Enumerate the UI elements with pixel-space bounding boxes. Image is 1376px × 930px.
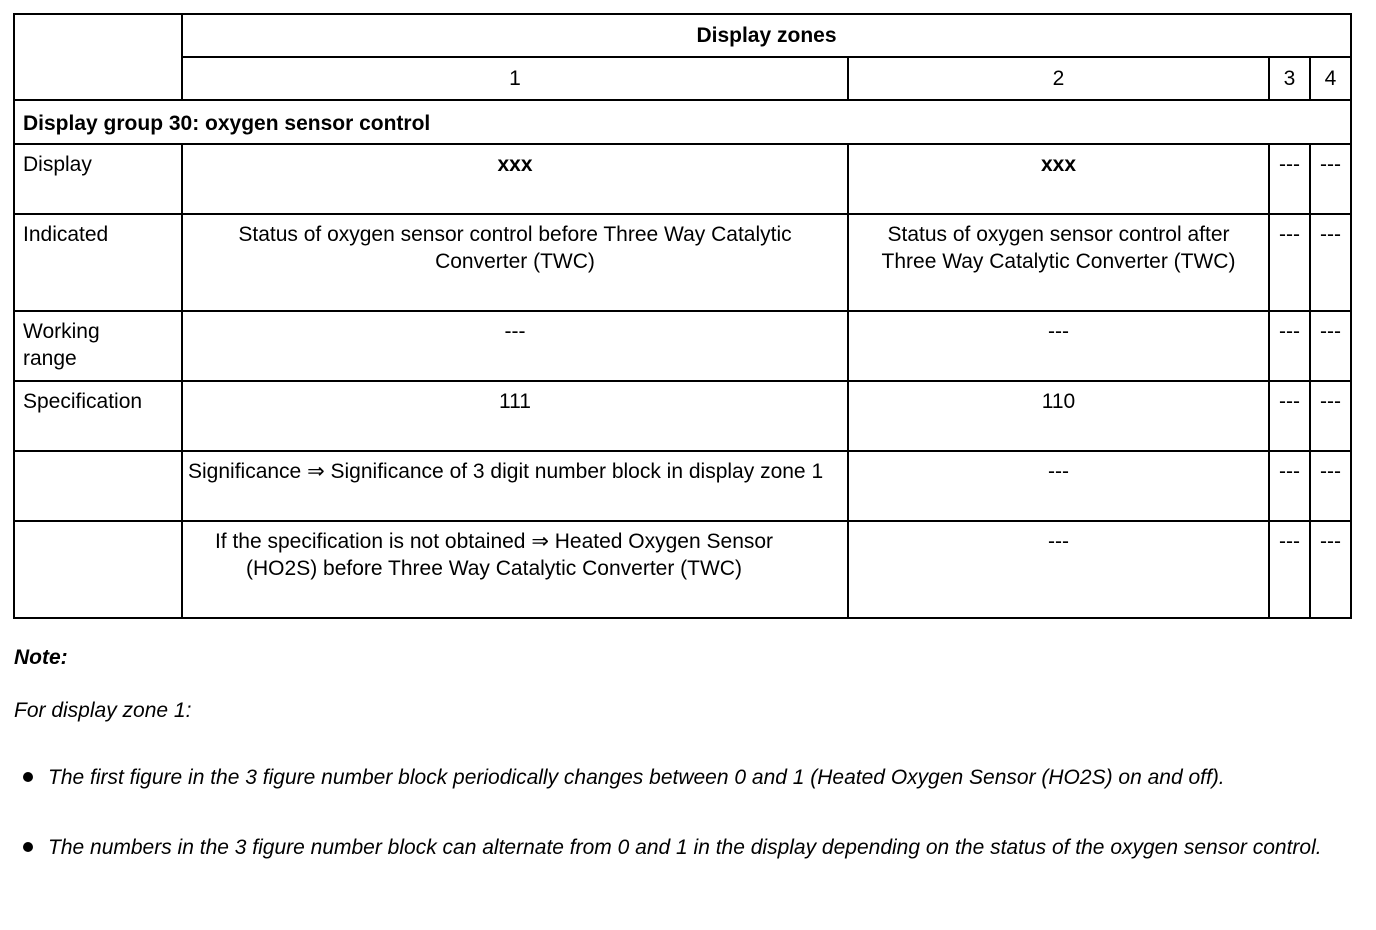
note-title: Note: [14, 646, 68, 669]
zone-4-value: --- [1310, 144, 1351, 214]
zone-1-value: Significance ⇒ Significance of 3 digit number block in display zone 1 [182, 451, 848, 521]
row-label [14, 521, 182, 618]
group-title-row [14, 100, 1351, 144]
bullet-text: The first figure in the 3 figure number block periodically changes between 0 and 1 (Heated Oxygen Sensor (HO2S) on and off). [48, 766, 1225, 789]
zone-3-value: --- [1269, 381, 1310, 451]
table-row [14, 521, 1351, 618]
header-row-zones [14, 14, 1351, 57]
display-group-table [13, 13, 1352, 619]
zone-3-value: --- [1269, 144, 1310, 214]
row-label: Specification [14, 381, 182, 451]
list-item [20, 834, 1350, 861]
display-zones-header: Display zones [182, 14, 1351, 57]
zone-2-header: 2 [848, 57, 1269, 100]
zone-2-value: 110 [848, 381, 1269, 451]
zone-2-value: --- [848, 451, 1269, 521]
zone-1-value: --- [182, 311, 848, 381]
zone-4-value: --- [1310, 521, 1351, 618]
zone-4-header: 4 [1310, 57, 1351, 100]
zone-4-value: --- [1310, 381, 1351, 451]
zone-2-value: xxx [848, 144, 1269, 214]
zone-1-value: xxx [182, 144, 848, 214]
bullet-icon [23, 772, 33, 782]
table-row [14, 144, 1351, 214]
zone-1-value: 111 [182, 381, 848, 451]
note-subtitle: For display zone 1: [14, 699, 192, 722]
row-label: Working range [14, 311, 182, 381]
zone-3-value: --- [1269, 311, 1310, 381]
zone-2-value: Status of oxygen sensor control after Three Way Catalytic Converter (TWC) [848, 214, 1269, 311]
zone-1-value: If the specification is not obtained ⇒ Heated Oxygen Sensor (HO2S) before Three Way Catalytic Converter (TWC) [182, 521, 848, 618]
zone-2-value: --- [848, 521, 1269, 618]
table-row [14, 311, 1351, 381]
zone-4-value: --- [1310, 214, 1351, 311]
row-label [14, 451, 182, 521]
zone-2-value: --- [848, 311, 1269, 381]
list-item [20, 764, 1350, 791]
table-row [14, 381, 1351, 451]
note-bullet-list [20, 764, 1350, 904]
zone-4-value: --- [1310, 451, 1351, 521]
bullet-icon [23, 842, 33, 852]
group-title: Display group 30: oxygen sensor control [14, 100, 1351, 144]
table-row [14, 451, 1351, 521]
zone-1-header: 1 [182, 57, 848, 100]
zone-3-value: --- [1269, 451, 1310, 521]
header-row-zone-numbers [14, 57, 1351, 100]
zone-3-value: --- [1269, 214, 1310, 311]
zone-1-value: Status of oxygen sensor control before Three Way Catalytic Converter (TWC) [182, 214, 848, 311]
zone-3-header: 3 [1269, 57, 1310, 100]
header-empty-cell [14, 14, 182, 100]
bullet-text: The numbers in the 3 figure number block can alternate from 0 and 1 in the display depending on the status of the oxygen sensor control. [48, 836, 1322, 859]
zone-4-value: --- [1310, 311, 1351, 381]
table-row [14, 214, 1351, 311]
row-label: Indicated [14, 214, 182, 311]
zone-3-value: --- [1269, 521, 1310, 618]
row-label: Display [14, 144, 182, 214]
